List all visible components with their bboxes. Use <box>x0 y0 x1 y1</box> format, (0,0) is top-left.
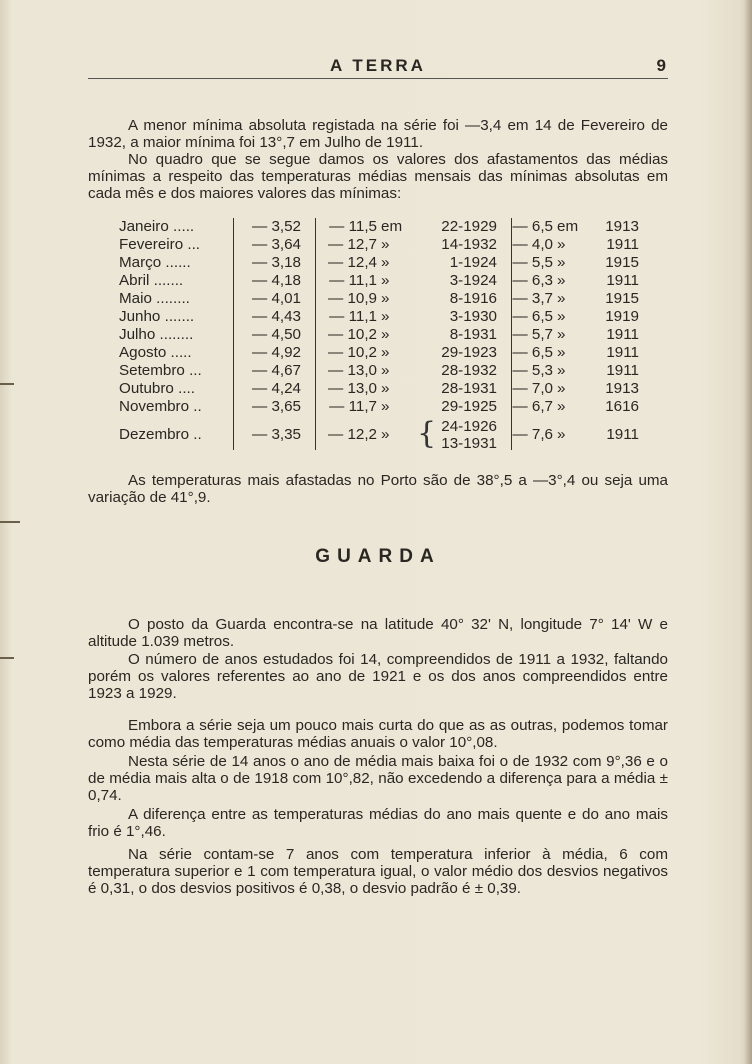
cell-min: — 11,5 <box>329 218 377 235</box>
cell-month: Abril ....... <box>119 272 184 289</box>
cell-em: » <box>381 326 390 343</box>
cell-em: » <box>381 236 390 253</box>
page-edge-shadow <box>744 0 752 1064</box>
cell-min: — 10,2 <box>328 344 377 361</box>
cell-min-date: 1-1924 <box>449 254 497 271</box>
cell-min-date-split <box>419 416 497 454</box>
table-row <box>119 380 649 398</box>
cell-em: » <box>381 254 390 271</box>
cell-min-date: 3-1930 <box>449 308 497 325</box>
section-title: GUARDA <box>315 546 441 567</box>
cell-month: Outubro .... <box>119 380 195 397</box>
cell-max-year: 1915 <box>605 290 639 307</box>
cell-em: » <box>381 290 390 307</box>
cell-min-date: 8-1916 <box>449 290 497 307</box>
cell-min: — 12,7 <box>328 236 377 253</box>
cell-min-date: 13-1931 <box>441 435 497 452</box>
after-table-text: As temperaturas mais afastadas no Porto são de 38°,5 a —3°,4 ou seja uma variação de 41°,9. <box>88 472 668 506</box>
cell-dev: — 4,67 <box>252 362 301 379</box>
cell-max-year: 1913 <box>605 218 639 235</box>
cell-em2: » <box>557 362 566 379</box>
section-paragraph-text: Nesta série de 14 anos o ano de média mais baixa foi o de 1932 com 9°,36 e o de média mais alta o de 1918 com 10°,82, não excedendo a diferença para a média ± 0,74. <box>88 753 668 804</box>
cell-month: Março ...... <box>119 254 191 271</box>
cell-month: Janeiro ..... <box>119 218 195 235</box>
margin-mark <box>0 657 14 659</box>
margin-mark <box>0 521 20 523</box>
cell-max-year: 1911 <box>606 236 639 253</box>
cell-dev: — 3,52 <box>252 218 301 235</box>
cell-em: » <box>381 426 390 443</box>
cell-month: Novembro .. <box>119 398 202 415</box>
page-number: 9 <box>656 56 666 75</box>
intro-paragraph-2-text: No quadro que se segue damos os valores dos afastamentos das médias mínimas a respeito das temperaturas médias mensais das mínimas absolutas em cada mês e dos maiores valores das mínimas: <box>88 151 668 202</box>
cell-max-year: 1911 <box>606 272 639 289</box>
cell-em2: » <box>557 326 566 343</box>
cell-dev: — 3,65 <box>252 398 301 415</box>
after-table-paragraph <box>88 472 668 506</box>
table-divider-2 <box>315 218 316 450</box>
table-divider-1 <box>233 218 234 450</box>
cell-max: — 6,5 <box>512 308 553 325</box>
running-title: A TERRA <box>330 56 426 75</box>
cell-em2: » <box>557 272 566 289</box>
margin-mark <box>0 383 14 385</box>
cell-min: — 12,2 <box>328 426 377 443</box>
cell-max-year: 1911 <box>606 344 639 361</box>
table-row <box>119 290 649 308</box>
cell-min: — 11,7 <box>329 398 377 415</box>
cell-dev: — 3,18 <box>252 254 301 271</box>
cell-max: — 7,0 <box>512 380 553 397</box>
table-row <box>119 398 649 416</box>
cell-em: » <box>381 380 390 397</box>
table-row <box>119 308 649 326</box>
section-paragraph-text: O posto da Guarda encontra-se na latitude 40° 32' N, longitude 7° 14' W e altitude 1.039 metros. <box>88 616 668 650</box>
header-rule <box>88 78 668 79</box>
cell-em: » <box>381 398 390 415</box>
cell-em2: » <box>557 380 566 397</box>
cell-max: — 5,5 <box>512 254 553 271</box>
table-row <box>119 326 649 344</box>
table-row <box>119 272 649 290</box>
cell-dev: — 4,01 <box>252 290 301 307</box>
section-paragraph <box>88 717 668 751</box>
section-paragraph-text: A diferença entre as temperaturas médias do ano mais quente e do ano mais frio é 1°,46. <box>88 806 668 840</box>
table-row <box>119 344 649 362</box>
cell-min-date: 24-1926 <box>441 418 497 435</box>
cell-dev: — 4,24 <box>252 380 301 397</box>
cell-em2: » <box>557 344 566 361</box>
section-paragraph <box>88 806 668 840</box>
cell-dev: — 4,43 <box>252 308 301 325</box>
cell-em2: » <box>557 308 566 325</box>
cell-min-date: 22-1929 <box>441 218 497 235</box>
section-paragraph <box>88 651 668 702</box>
cell-min-date: 29-1923 <box>441 344 497 361</box>
intro-paragraph-2 <box>88 151 668 202</box>
cell-em: » <box>381 344 390 361</box>
cell-dev: — 4,92 <box>252 344 301 361</box>
table-row <box>119 362 649 380</box>
cell-max: — 3,7 <box>512 290 553 307</box>
cell-max-year: 1911 <box>606 426 639 443</box>
cell-min-date: 8-1931 <box>449 326 497 343</box>
cell-dev: — 4,50 <box>252 326 301 343</box>
cell-max-year: 1616 <box>605 398 639 415</box>
cell-em2: » <box>557 398 566 415</box>
cell-min: — 13,0 <box>328 362 377 379</box>
section-paragraph <box>88 616 668 650</box>
cell-month: Junho ....... <box>119 308 195 325</box>
cell-max: — 5,7 <box>512 326 553 343</box>
cell-min: — 10,2 <box>328 326 377 343</box>
cell-max-year: 1913 <box>605 380 639 397</box>
cell-em: » <box>381 362 390 379</box>
cell-max-year: 1911 <box>606 362 639 379</box>
cell-min: — 13,0 <box>328 380 377 397</box>
brace-glyph: { <box>417 416 437 451</box>
table-row <box>119 416 649 454</box>
intro-paragraph-1 <box>88 117 668 151</box>
cell-max: — 5,3 <box>512 362 553 379</box>
minimum-temperature-table <box>119 218 649 454</box>
cell-min-date: 14-1932 <box>441 236 497 253</box>
cell-max-year: 1919 <box>605 308 639 325</box>
cell-max: — 6,5 <box>512 218 553 235</box>
cell-min-date: 28-1931 <box>441 380 497 397</box>
cell-em2: » <box>557 426 566 443</box>
cell-min-date: 28-1932 <box>441 362 497 379</box>
cell-max-year: 1911 <box>606 326 639 343</box>
page-header <box>88 54 668 82</box>
cell-max: — 6,5 <box>512 344 553 361</box>
cell-dev: — 3,35 <box>252 426 301 443</box>
table-row <box>119 254 649 272</box>
table-divider-3 <box>511 218 512 450</box>
table-row <box>119 236 649 254</box>
cell-month: Dezembro .. <box>119 426 202 443</box>
cell-dev: — 3,64 <box>252 236 301 253</box>
cell-em2: » <box>557 290 566 307</box>
cell-min: — 12,4 <box>328 254 377 271</box>
cell-em: » <box>381 308 390 325</box>
cell-min-date: 3-1924 <box>449 272 497 289</box>
section-paragraph-text: Na série contam-se 7 anos com temperatura inferior à média, 6 com temperatura superior e 1 com temperatura igual, o valor médio dos desvios negativos é 0,31, o dos desvios positivos é 0,38, o desvio padrão é ± 0,39. <box>88 846 668 897</box>
cell-max: — 6,3 <box>512 272 553 289</box>
cell-em2: » <box>557 254 566 271</box>
cell-min: — 10,9 <box>328 290 377 307</box>
cell-min: — 11,1 <box>329 308 377 325</box>
cell-max: — 7,6 <box>512 426 553 443</box>
cell-month: Julho ........ <box>119 326 194 343</box>
section-paragraph <box>88 753 668 804</box>
cell-em2: » <box>557 236 566 253</box>
section-paragraph <box>88 846 668 897</box>
cell-max: — 6,7 <box>512 398 553 415</box>
cell-em2: em <box>557 218 579 235</box>
cell-dev: — 4,18 <box>252 272 301 289</box>
cell-max: — 4,0 <box>512 236 553 253</box>
section-paragraph-text: Embora a série seja um pouco mais curta do que as as outras, podemos tomar como média das temperaturas médias anuais o valor 10°,08. <box>88 717 668 751</box>
cell-month: Agosto ..... <box>119 344 192 361</box>
table-row <box>119 218 649 236</box>
cell-em: » <box>381 272 390 289</box>
cell-month: Maio ........ <box>119 290 190 307</box>
cell-em: em <box>381 218 403 235</box>
cell-max-year: 1915 <box>605 254 639 271</box>
cell-month: Setembro ... <box>119 362 202 379</box>
intro-paragraph-1-text: A menor mínima absoluta registada na série foi —3,4 em 14 de Fevereiro de 1932, a maior mínima foi 13°,7 em Julho de 1911. <box>88 117 668 151</box>
cell-min-date: 29-1925 <box>441 398 497 415</box>
cell-min: — 11,1 <box>329 272 377 289</box>
section-paragraph-text: O número de anos estudados foi 14, compreendidos de 1911 a 1932, faltando porém os valores referentes ao ano de 1921 e os dos anos compreendidos entre 1923 a 1929. <box>88 651 668 702</box>
cell-month: Fevereiro ... <box>119 236 201 253</box>
